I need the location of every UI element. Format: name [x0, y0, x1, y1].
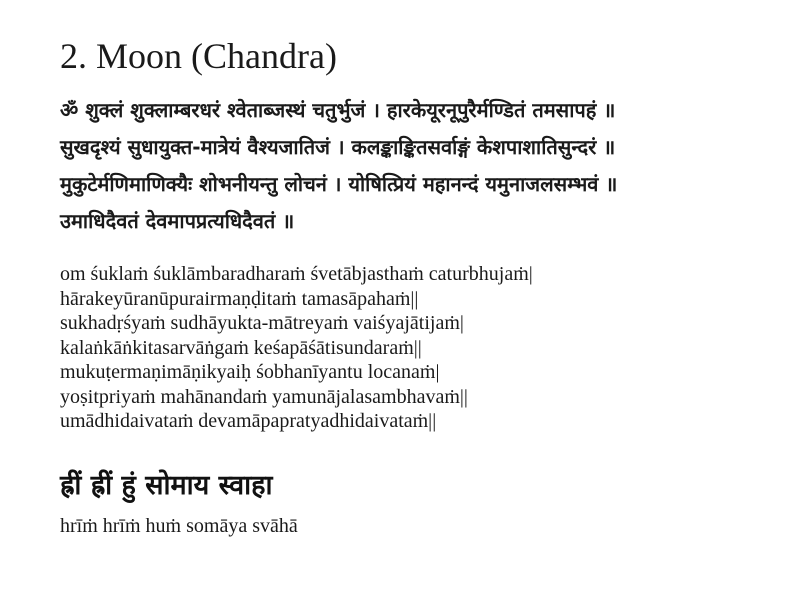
devanagari-line: मुकुटेर्मणिमाणिक्यैः शोभनीयन्तु लोचनं । योषित्प्रियं महानन्दं यमुनाजलसम्भवं ॥: [60, 172, 618, 196]
transliteration-line: kalaṅkāṅkitasarvāṅgaṁ keśapāśātisundaraṁ||: [60, 336, 422, 359]
beej-mantra: ह्रीं ह्रीं हुं सोमाय स्वाहा: [60, 470, 273, 501]
transliteration-verse: [60, 262, 790, 434]
transliteration-line: yoṣitpriyaṁ mahānandaṁ yamunājalasambhavaṁ||: [60, 385, 468, 408]
devanagari-line: सुखदृश्यं सुधायुक्त-मात्रेयं वैश्यजातिजं । कलङ्काङ्कितसर्वाङ्गं केशपाशातिसुन्दरं ॥: [60, 135, 616, 159]
transliteration-line: om śuklaṁ śuklāmbaradharaṁ śvetābjasthaṁ caturbhujaṁ|: [60, 263, 533, 285]
devanagari-verse: [60, 92, 790, 240]
transliteration-line: mukuṭermaṇimāṇikyaiḥ śobhanīyantu locanaṁ|: [60, 361, 440, 383]
transliteration-line: hārakeyūranūpurairmaṇḍitaṁ tamasāpahaṁ||: [60, 287, 419, 310]
devanagari-line: ॐ शुक्लं शुक्लाम्बरधरं श्वेताब्जस्थं चतुर्भुजं । हारकेयूरनूपुरैर्मण्डितं तमसापहं ॥: [60, 98, 616, 122]
beej-mantra-transliteration: hrīṁ hrīṁ huṁ somāya svāhā: [60, 515, 298, 537]
section-heading: 2. Moon (Chandra): [60, 36, 337, 76]
transliteration-line: umādhidaivataṁ devamāpapratyadhidaivataṁ||: [60, 410, 437, 432]
devanagari-line: उमाधिदैवतं देवमापप्रत्यधिदैवतं ॥: [60, 209, 295, 233]
transliteration-line: sukhadṛśyaṁ sudhāyukta-mātreyaṁ vaiśyajātijaṁ|: [60, 312, 464, 334]
